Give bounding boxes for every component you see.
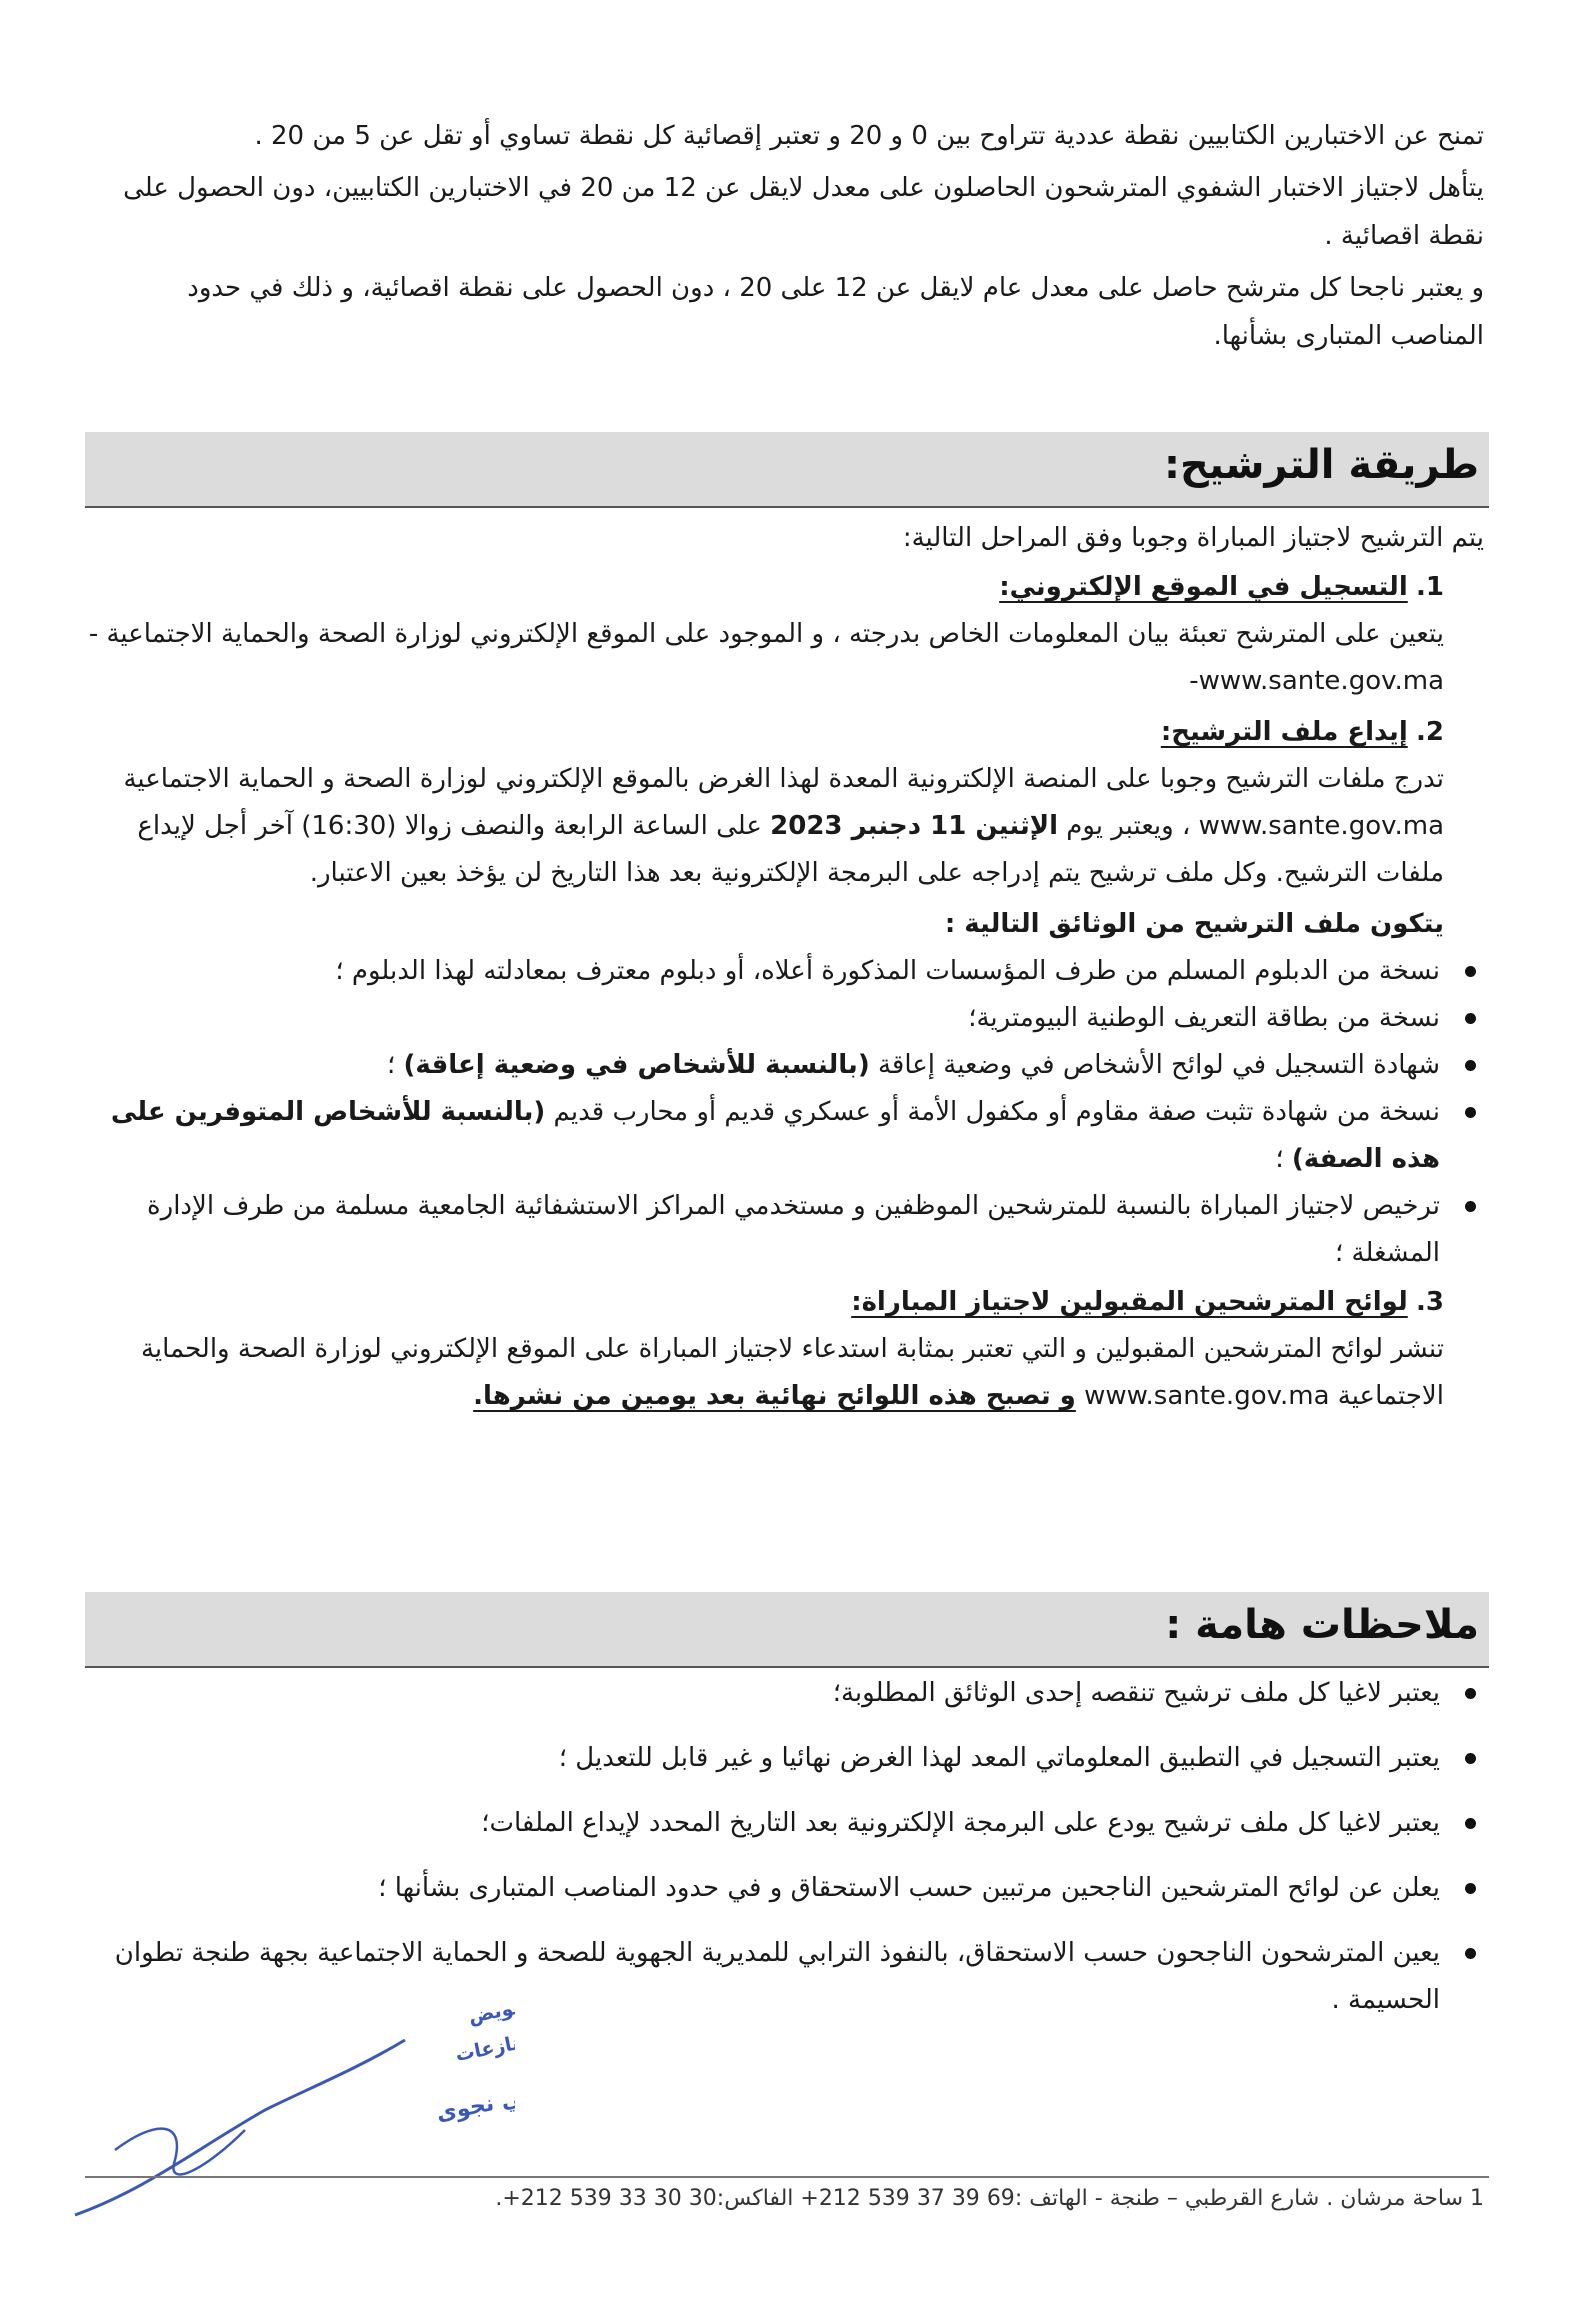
doc-end: ؛ [387, 1050, 404, 1080]
intro-paragraph: و يعتبر ناجحا كل مترشح حاصل على معدل عام لايقل عن 12 على 20 ، دون الحصول على نقطة اقصائية، و ذلك في حدود المناصب المتبارى بشأنها. [187, 273, 1484, 351]
section-heading: ملاحظات هامة : [1165, 1602, 1479, 1648]
stamp-line-1 [467, 2000, 515, 2028]
notes-list [110, 1670, 1484, 2042]
docs-list [85, 948, 1484, 1277]
step-number: 3. [1416, 1287, 1444, 1317]
list-item: يعتبر لاغيا كل ملف ترشيح تنقصه إحدى الوثائق المطلوبة؛ [110, 1670, 1484, 1717]
step-2-text-a: تدرج ملفات الترشيح وجوبا على المنصة الإلكترونية المعدة لهذا الغرض بالموقع الإلكتروني لوزارة الصحة و الحماية الاجتماعية www.sante.gov.ma ، ويعتبر يوم [123, 764, 1444, 841]
list-item: يعتبر لاغيا كل ملف ترشيح يودع على البرمجة الإلكترونية بعد التاريخ المحدد لإيداع الملفات؛ [110, 1800, 1484, 1847]
step-3-text-bold: و تصبح هذه اللوائح نهائية بعد يومين من نشرها. [473, 1381, 1076, 1411]
step-1-heading [85, 564, 1484, 611]
step-2-text [85, 756, 1484, 897]
stamp-line-2: والمنازعات [453, 2024, 515, 2067]
list-item: يعلن عن لوائح المترشحين الناجحين مرتبين حسب الاستحقاق و في حدود المناصب المتبارى بشأنها ؛ [110, 1865, 1484, 1912]
intro-paragraph: يتأهل لاجتياز الاختبار الشفوي المترشحون الحاصلون على معدل لايقل عن 12 من 20 في الاختبارين الكتابيين، دون الحصول على نقطة اقصائية . [123, 173, 1484, 251]
signature-stamp-graphic [55, 2000, 515, 2240]
doc-condition: (بالنسبة للأشخاص في وضعية إعاقة) [403, 1050, 870, 1080]
section-band-notes [85, 1592, 1489, 1668]
doc-end: ؛ [1275, 1144, 1292, 1174]
list-item [85, 1089, 1484, 1183]
footer-address: 1 ساحة مرشان . شارع القرطبي – طنجة - الهاتف :69 39 37 539 212+ الفاكس:30 30 33 539 212+. [495, 2186, 1484, 2211]
step-1-text: يتعين على المترشح تعبئة بيان المعلومات الخاص بدرجته ، و الموجود على الموقع الإلكتروني لوزارة الصحة والحماية الاجتماعية -www.sante.gov.ma- [88, 619, 1444, 696]
step-3-heading [85, 1279, 1484, 1326]
doc-text: شهادة التسجيل في لوائح الأشخاص في وضعية إعاقة [869, 1050, 1440, 1080]
step-number: 1. [1416, 572, 1444, 602]
list-item: يعين المترشحون الناجحون حسب الاستحقاق، بالنفوذ الترابي للمديرية الجهوية للصحة و الحماية الاجتماعية بجهة طنجة تطوان الحسيمة . [110, 1930, 1484, 2024]
step-3-text [85, 1326, 1484, 1420]
step-3-text-a: تنشر لوائح المترشحين المقبولين و التي تعتبر بمثابة استدعاء لاجتياز المباراة على الموقع الإلكتروني لوزارة الصحة والحماية الاجتماعية www.sante.gov.ma [140, 1334, 1444, 1411]
section-band-candidacy [85, 432, 1489, 508]
step-title: لوائح المترشحين المقبولين لاجتياز المباراة: [851, 1287, 1408, 1317]
step-number: 2. [1416, 717, 1444, 747]
step-title: التسجيل في الموقع الإلكتروني: [999, 572, 1408, 602]
list-item: نسخة من بطاقة التعريف الوطنية البيومترية؛ [85, 995, 1484, 1042]
deadline-date: الإثنين 11 دجنبر 2023 [770, 811, 1059, 841]
list-item: ترخيص لاجتياز المباراة بالنسبة للمترشحين الموظفين و مستخدمي المراكز الاستشفائية الجامعية مسلمة من طرف الإدارة المشغلة ؛ [85, 1183, 1484, 1277]
step-title: إيداع ملف الترشيح: [1160, 717, 1408, 747]
list-item: يعتبر التسجيل في التطبيق المعلوماتي المعد لهذا الغرض نهائيا و غير قابل للتعديل ؛ [110, 1735, 1484, 1782]
stamp-name: الولهاني نجوى [434, 2072, 515, 2127]
step-2-heading [85, 709, 1484, 756]
signature-stamp [55, 2000, 515, 2240]
docs-title: يتكون ملف الترشيح من الوثائق التالية : [944, 909, 1444, 939]
list-item: نسخة من الدبلوم المسلم من طرف المؤسسات المذكورة أعلاه، أو دبلوم معترف بمعادلته لهذا الدبلوم ؛ [85, 948, 1484, 995]
signature-stroke [75, 2040, 405, 2215]
section-heading: طريقة الترشيح: [1164, 442, 1479, 488]
candidacy-section [85, 515, 1484, 1420]
list-item [85, 1042, 1484, 1089]
step-2-text-b: على الساعة الرابعة والنصف زوالا (16:30) آخر أجل لإيداع ملفات الترشيح. وكل ملف ترشيح يتم إدراجه على البرمجة الإلكترونية بعد هذا التاريخ لن يؤخذ بعين الاعتبار. [137, 811, 1444, 888]
signature-stroke [115, 2129, 245, 2175]
doc-condition: (بالنسبة للأشخاص المتوفرين على هذه الصفة) [110, 1097, 1440, 1174]
candidacy-lead: يتم الترشيح لاجتياز المباراة وجوبا وفق المراحل التالية: [902, 523, 1484, 553]
intro-paragraph: تمنح عن الاختبارين الكتابيين نقطة عددية تتراوح بين 0 و 20 و تعتبر إقصائية كل نقطة تساوي أو تقل عن 5 من 20 . [254, 121, 1484, 151]
doc-text: نسخة من شهادة تثبت صفة مقاوم أو مكفول الأمة أو عسكري قديم أو محارب قديم [545, 1097, 1440, 1127]
footer-divider [85, 2176, 1489, 2178]
intro-paragraphs [100, 112, 1484, 364]
